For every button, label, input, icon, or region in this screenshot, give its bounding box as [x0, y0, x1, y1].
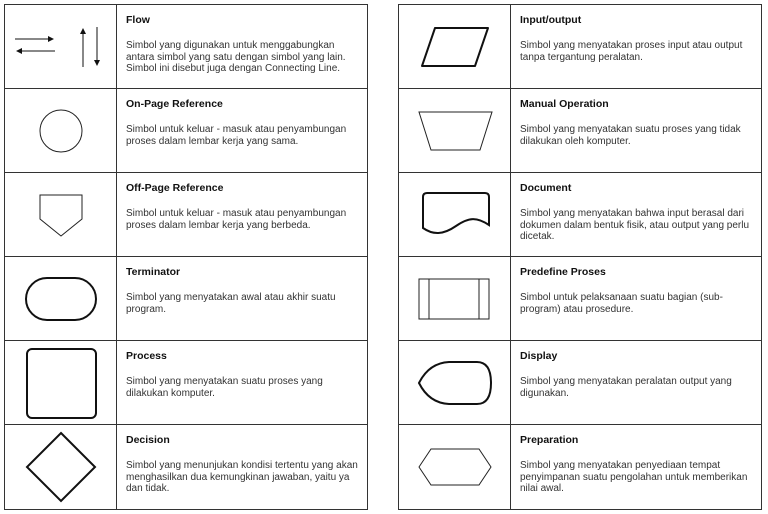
row-title: Input/output: [520, 14, 582, 26]
right-symbol-table: [398, 4, 762, 510]
decision-symbol-cell: [5, 425, 117, 509]
display-icon: [399, 341, 511, 425]
preparation-symbol-cell: [399, 425, 511, 509]
document-symbol-cell: [399, 173, 511, 256]
row-title: Predefine Proses: [520, 266, 606, 278]
row-title: Flow: [126, 14, 150, 26]
flow-symbol-cell: [5, 5, 117, 88]
row-off-page-reference: [5, 173, 367, 257]
terminator-symbol-cell: [5, 257, 117, 340]
row-description: Simbol untuk keluar - masuk atau penyambungan proses dalam lembar kerja yang berbeda.: [126, 208, 347, 231]
row-title: Off-Page Reference: [126, 182, 224, 194]
predefined-process-icon: [399, 257, 511, 341]
row-predefine-proses: [399, 257, 761, 341]
trapezoid-icon: [399, 89, 511, 173]
row-description: Simbol yang menyatakan awal atau akhir suatu program.: [126, 292, 336, 315]
row-flow: [5, 5, 367, 89]
row-display: [399, 341, 761, 425]
row-title: Preparation: [520, 434, 579, 446]
row-title: Document: [520, 182, 572, 194]
document-icon: [399, 173, 511, 257]
circle-icon: [5, 89, 117, 173]
row-manual-operation: [399, 89, 761, 173]
row-description: Simbol yang menyatakan peralatan output yang digunakan.: [520, 376, 732, 399]
row-description: Simbol yang menyatakan bahwa input berasal dari dokumen dalam bentuk fisik, atau output yang perlu dicetak.: [520, 208, 750, 242]
row-description: Simbol yang menyatakan suatu proses yang tidak dilakukan oleh komputer.: [520, 124, 741, 147]
input-output-symbol-cell: [399, 5, 511, 88]
flow-arrows-icon: [5, 5, 117, 89]
row-description: Simbol untuk keluar - masuk atau penyambungan proses dalam lembar kerja yang sama.: [126, 124, 347, 147]
row-title: Process: [126, 350, 167, 362]
row-document: [399, 173, 761, 257]
pentagon-down-icon: [5, 173, 117, 257]
row-title: Display: [520, 350, 558, 362]
row-input-output: [399, 5, 761, 89]
diamond-icon: [5, 425, 117, 509]
row-title: Manual Operation: [520, 98, 609, 110]
row-description: Simbol untuk pelaksanaan suatu bagian (sub-program) atau prosedure.: [520, 292, 723, 315]
row-title: Decision: [126, 434, 170, 446]
row-decision: [5, 425, 367, 509]
display-symbol-cell: [399, 341, 511, 424]
row-description: Simbol yang menyatakan suatu proses yang dilakukan komputer.: [126, 376, 323, 399]
manual-operation-symbol-cell: [399, 89, 511, 172]
row-description: Simbol yang menyatakan penyediaan tempat penyimpanan suatu pengolahan untuk memberikan nilai awal.: [520, 460, 748, 494]
left-symbol-table: [4, 4, 368, 510]
row-description: Simbol yang digunakan untuk menggabungkan antara simbol yang satu dengan simbol yang lain. Simbol ini disebut juga dengan Connecting Line.: [126, 40, 346, 74]
process-symbol-cell: [5, 341, 117, 424]
row-description: Simbol yang menyatakan proses input atau output tanpa tergantung peralatan.: [520, 40, 743, 63]
row-terminator: [5, 257, 367, 341]
rectangle-icon: [5, 341, 117, 425]
predefine-proses-symbol-cell: [399, 257, 511, 340]
rounded-pill-icon: [5, 257, 117, 341]
row-on-page-reference: [5, 89, 367, 173]
row-description: Simbol yang menunjukan kondisi tertentu yang akan menghasilkan dua kemungkinan jawaban, yaitu ya dan tidak.: [126, 460, 358, 494]
on-page-reference-symbol-cell: [5, 89, 117, 172]
row-title: On-Page Reference: [126, 98, 223, 110]
hexagon-icon: [399, 425, 511, 509]
row-process: [5, 341, 367, 425]
off-page-reference-symbol-cell: [5, 173, 117, 256]
parallelogram-icon: [399, 5, 511, 89]
row-preparation: [399, 425, 761, 509]
row-title: Terminator: [126, 266, 181, 278]
